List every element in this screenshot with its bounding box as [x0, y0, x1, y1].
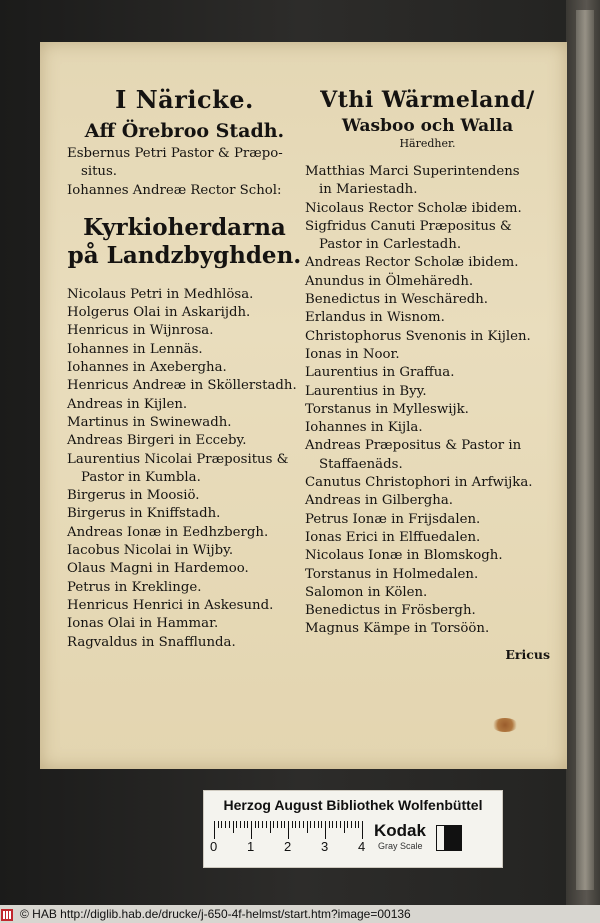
scale-number: 2 [284, 839, 292, 854]
ruler-tick [218, 821, 219, 828]
list-item: Nicolaus Ionæ in Blomskogh. [305, 548, 503, 564]
list-item: Andreas Birgeri in Ecceby. [67, 433, 247, 449]
ruler-tick [325, 821, 326, 839]
list-item: Martinus in Swinewadh. [67, 414, 232, 430]
list-item: in Mariestadh. [319, 182, 418, 198]
right-entries-list [305, 163, 550, 639]
list-item: Henricus Henrici in Askesund. [67, 597, 274, 613]
ruler-tick [321, 821, 322, 828]
list-item: Andreas Ionæ in Eedhzbergh. [67, 524, 269, 540]
list-item: Olaus Magni in Hardemoo. [67, 561, 249, 577]
ruler-tick [358, 821, 359, 828]
list-item: Holgerus Olai in Askarijdh. [67, 305, 251, 321]
ruler-tick [255, 821, 256, 828]
ruler-tick [221, 821, 222, 828]
ruler-tick [258, 821, 259, 828]
right-column [305, 85, 550, 662]
list-item: Iacobus Nicolai in Wijby. [67, 543, 234, 559]
ruler-tick [251, 821, 252, 839]
ruler-tick [292, 821, 293, 828]
kodak-logo-text: Kodak [374, 821, 426, 840]
list-item: Henricus Andreæ in Sköllerstadh. [67, 378, 297, 394]
ruler-tick [299, 821, 300, 828]
intro-line: situs. [81, 164, 118, 180]
list-item: Andreas in Gilbergha. [305, 493, 454, 509]
list-item: Iohannes in Kijla. [305, 420, 423, 436]
list-item: Staffaenäds. [319, 456, 403, 472]
list-item: Nicolaus Rector Scholæ ibidem. [305, 200, 522, 216]
book-spine [576, 10, 594, 890]
scale-number: 1 [247, 839, 255, 854]
list-item: Torstanus in Holmedalen. [305, 566, 479, 582]
adjacent-page-edge [566, 0, 600, 905]
scale-ruler [210, 821, 360, 841]
list-item: Matthias Marci Superintendens [305, 164, 520, 179]
list-item: Iohannes in Lennäs. [67, 341, 203, 357]
intro-line: Iohannes Andreæ Rector Schol: [67, 182, 282, 198]
left-subheading: Aff Örebroo Stadh. [84, 120, 285, 142]
list-item: Andreas Præpositus & Pastor in [305, 438, 522, 454]
list-item: Iohannes in Axebergha. [67, 360, 227, 376]
ruler-tick [244, 821, 245, 828]
list-item: Sigfridus Canuti Præpositus & [305, 218, 512, 234]
list-item: Erlandus in Wisnom. [305, 310, 445, 326]
right-subheading-2: Häredher. [399, 137, 456, 150]
ruler-tick [303, 821, 304, 828]
list-item: Ionas in Noor. [305, 346, 400, 362]
kodak-gray-scale [370, 821, 470, 857]
footer-text[interactable]: © HAB http://diglib.hab.de/drucke/j-650-4f-helmst/start.htm?image=00136 [20, 907, 411, 921]
scale-number: 3 [321, 839, 329, 854]
ruler-tick [277, 821, 278, 828]
list-item: Salomon in Kölen. [305, 584, 428, 600]
ruler-tick [288, 821, 289, 839]
left-intro [67, 145, 302, 200]
ruler-tick [266, 821, 267, 828]
left-heading: I Näricke. [115, 85, 254, 114]
ruler-tick [310, 821, 311, 828]
ruler-tick [318, 821, 319, 828]
right-heading: Vthi Wärmeland/ [320, 87, 535, 113]
ruler-tick [270, 821, 271, 833]
ruler-tick [307, 821, 308, 833]
list-item: Christophorus Svenonis in Kijlen. [305, 328, 531, 344]
list-item: Birgerus in Moosiö. [67, 488, 200, 504]
ink-stain [492, 718, 518, 732]
copyright-footer [0, 905, 600, 923]
list-item: Pastor in Carlestadh. [319, 237, 462, 253]
ruler-tick [273, 821, 274, 828]
list-item: Canutus Christophori in Arfwijka. [305, 475, 533, 491]
ruler-tick [240, 821, 241, 828]
ruler-tick [329, 821, 330, 828]
color-reference-card [203, 790, 503, 868]
ruler-tick [284, 821, 285, 828]
ruler-tick [295, 821, 296, 828]
list-item: Anundus in Ölmehäredh. [305, 273, 474, 289]
ruler-tick [233, 821, 234, 833]
list-item: Laurentius Nicolai Præpositus & [67, 451, 289, 467]
library-name: Herzog August Bibliothek Wolfenbüttel [223, 797, 483, 813]
kodak-subtitle: Gray Scale [378, 841, 423, 851]
list-item: Henricus in Wijnrosa. [67, 323, 214, 339]
list-item: Laurentius in Graffua. [305, 365, 455, 381]
list-item: Andreas in Kijlen. [67, 396, 188, 412]
list-item: Petrus Ionæ in Frijsdalen. [305, 511, 481, 527]
ruler-tick [344, 821, 345, 833]
cc-icon [0, 905, 16, 923]
right-subheading: Wasboo och Walla [341, 116, 514, 136]
list-item: Ionas Erici in Elffuedalen. [305, 529, 481, 545]
scale-numbers [210, 839, 370, 857]
list-item: Birgerus in Kniffstadh. [67, 506, 221, 522]
ruler-tick [314, 821, 315, 828]
scale-number: 0 [210, 839, 218, 854]
ruler-tick [355, 821, 356, 828]
list-item: Ragvaldus in Snafflunda. [67, 634, 236, 650]
list-item: Laurentius in Byy. [305, 383, 427, 399]
section-title-2: på Landzbyghden. [67, 241, 302, 269]
list-item: Petrus in Kreklinge. [67, 579, 202, 595]
ruler-tick [247, 821, 248, 828]
ruler-tick [236, 821, 237, 828]
list-item: Pastor in Kumbla. [81, 469, 201, 485]
ruler-tick [351, 821, 352, 828]
catchword: Ericus [505, 646, 550, 662]
ruler-tick [362, 821, 363, 839]
section-title-1: Kyrkioherdarna [83, 213, 286, 241]
ruler-tick [281, 821, 282, 828]
ruler-tick [336, 821, 337, 828]
ruler-tick [347, 821, 348, 828]
scale-number: 4 [358, 839, 366, 854]
left-column [67, 85, 302, 652]
ruler-tick [262, 821, 263, 828]
ruler-tick [340, 821, 341, 828]
ruler-tick [225, 821, 226, 828]
intro-line: Esbernus Petri Pastor & Præpo- [67, 146, 283, 161]
list-item: Andreas Rector Scholæ ibidem. [305, 255, 519, 271]
list-item: Torstanus in Mylleswijk. [305, 401, 469, 417]
gray-swatch [436, 825, 462, 851]
list-item: Benedictus in Frösbergh. [305, 603, 476, 619]
ruler-tick [214, 821, 215, 839]
left-entries-list [67, 286, 302, 652]
list-item: Ionas Olai in Hammar. [67, 616, 219, 632]
list-item: Magnus Kämpe in Torsöön. [305, 621, 490, 637]
ruler-tick [332, 821, 333, 828]
list-item: Benedictus in Weschäredh. [305, 292, 489, 308]
ruler-tick [229, 821, 230, 828]
list-item: Nicolaus Petri in Medhlösa. [67, 286, 254, 302]
